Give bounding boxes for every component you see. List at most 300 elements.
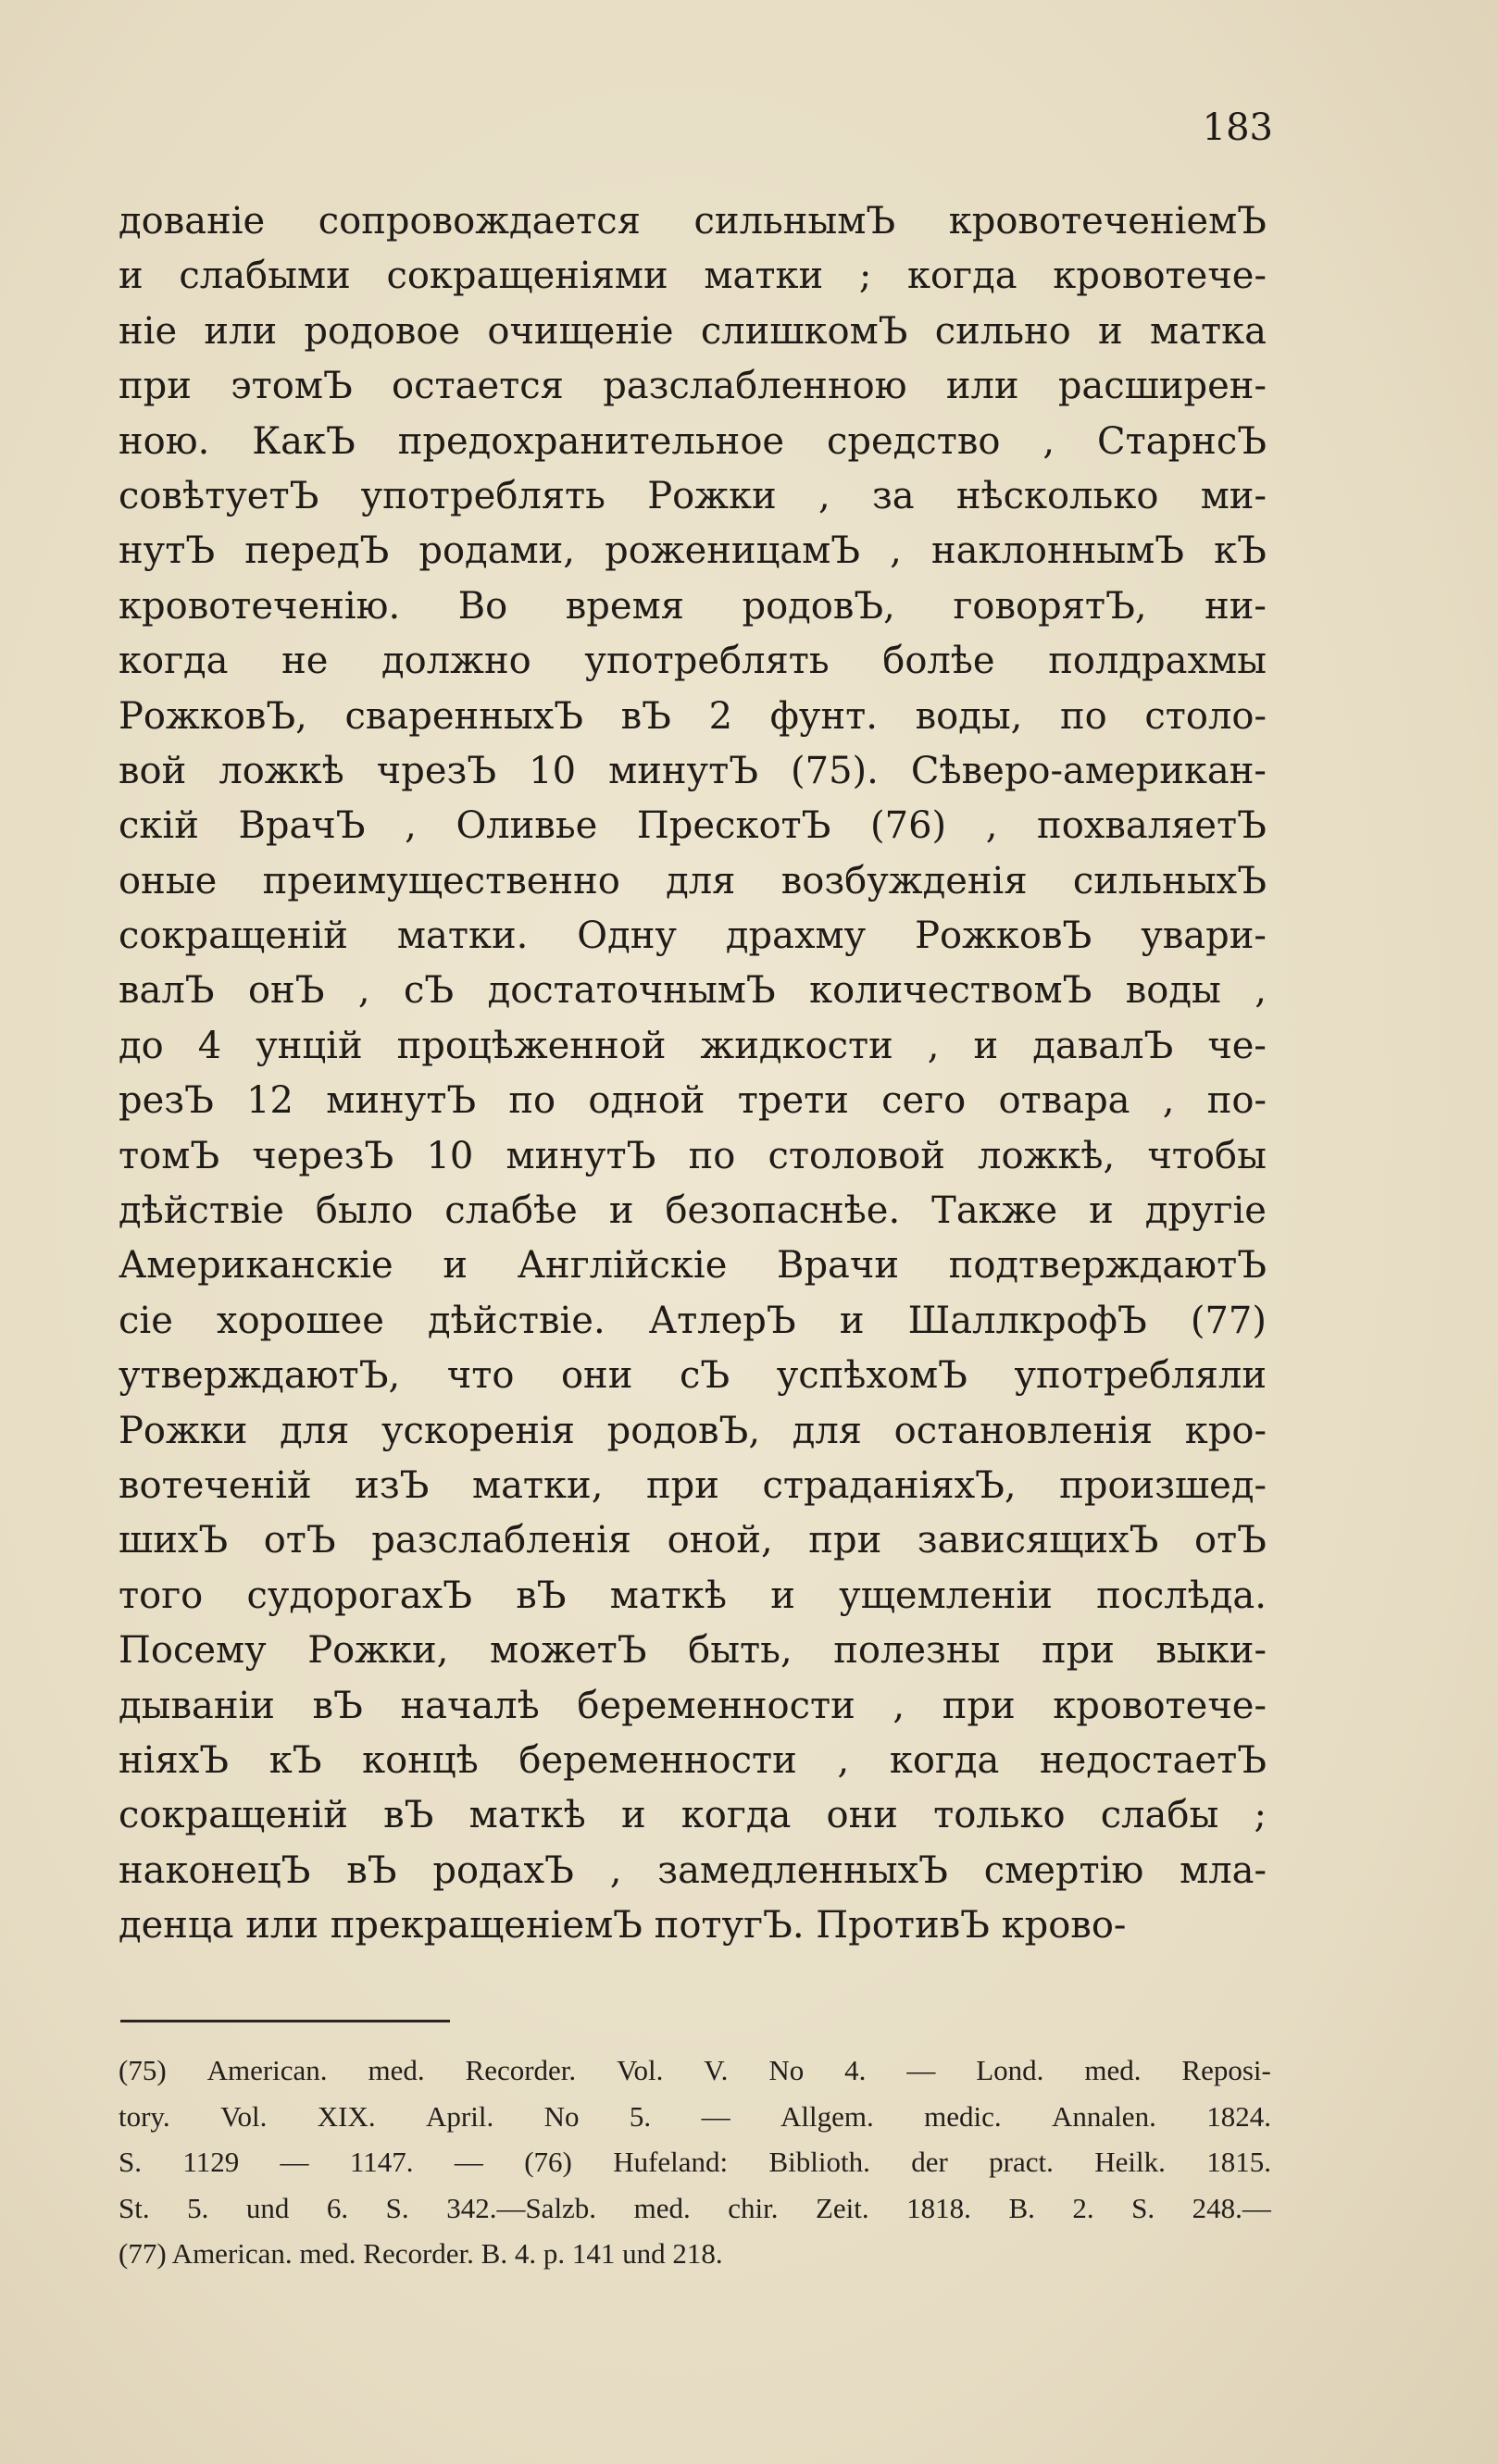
word: и [973, 1024, 999, 1067]
word: сильнымЪ [693, 200, 896, 243]
text-line [119, 1844, 1267, 1898]
word: произшед- [1059, 1463, 1267, 1507]
word: послѣда. [1096, 1574, 1267, 1617]
word: Reposi- [1181, 2054, 1271, 2086]
word: ніяхЪ [119, 1738, 230, 1782]
word: B. [1008, 2191, 1035, 2224]
word: разслабленія [371, 1519, 632, 1562]
word: по [1059, 694, 1107, 738]
word: матки. [396, 915, 529, 958]
word: , [357, 969, 370, 1013]
page-number: 183 [1202, 106, 1273, 149]
word: Англійскіе [517, 1244, 728, 1288]
word: und [245, 2191, 290, 2224]
word: дѣйствіе [119, 1189, 284, 1233]
word: , [1255, 969, 1267, 1013]
word: хорошее [217, 1299, 384, 1342]
word: вой [119, 749, 187, 792]
word: изЪ [355, 1463, 430, 1507]
word: минутЪ [506, 1134, 656, 1177]
word: беременности [518, 1738, 797, 1782]
word: 4. [844, 2054, 867, 2086]
word: сокращеній [119, 915, 348, 958]
word: 4 [197, 1024, 222, 1067]
word: 2 [708, 694, 733, 738]
word: сіе [119, 1299, 173, 1342]
word: родовЪ, [742, 584, 895, 628]
word: или [945, 365, 1019, 408]
word: (76) [524, 2146, 572, 2178]
word: увари- [1141, 915, 1267, 958]
word: при [119, 365, 192, 408]
word: и [620, 1794, 646, 1837]
word: дываніи [119, 1684, 275, 1727]
word: , [1042, 419, 1055, 463]
word: April. [426, 2099, 494, 2133]
word: Vol. [617, 2054, 664, 2086]
text-line [119, 415, 1267, 469]
word: (75) [119, 2054, 167, 2086]
word: когда [889, 1738, 1000, 1782]
word: Heilk. [1094, 2146, 1166, 2178]
word: Annalen. [1052, 2099, 1156, 2133]
word: подтверждаютЪ [948, 1244, 1267, 1288]
word: слабѣе [444, 1189, 578, 1233]
word: 10 [529, 749, 577, 792]
word: достаточнымЪ [487, 969, 776, 1013]
word: драхму [725, 915, 867, 958]
word: вЪ [620, 694, 671, 738]
word: предохранительное [397, 419, 785, 463]
word: быть, [688, 1629, 793, 1673]
word: Американскіе [119, 1244, 393, 1288]
word: 1129 [182, 2146, 240, 2178]
word: унцій [256, 1024, 363, 1067]
footnote-line [119, 2139, 1271, 2185]
text-line [119, 1294, 1267, 1349]
word: кЪ [1214, 529, 1267, 573]
word: родами, [418, 529, 575, 573]
word: можетЪ [489, 1629, 647, 1673]
word: Zeit. [815, 2191, 869, 2224]
word: дованіе [119, 200, 266, 243]
word: ною. [119, 419, 210, 463]
word: сЪ [679, 1354, 730, 1398]
word: 1147. [349, 2146, 414, 2178]
word: , [890, 529, 902, 573]
word: роженицамЪ [605, 529, 861, 573]
text-line [119, 524, 1267, 579]
word: — [906, 2054, 936, 2086]
word: полдрахмы [1048, 640, 1267, 683]
text-line [119, 1734, 1267, 1788]
word: 1815. [1206, 2146, 1271, 2178]
word: при [1041, 1629, 1115, 1673]
text-line [119, 1459, 1267, 1513]
word: вЪ [516, 1574, 567, 1617]
word: и [1098, 309, 1123, 353]
word: Одну [577, 915, 677, 958]
word: кровотеченіемЪ [948, 200, 1267, 243]
word: сваренныхЪ [344, 694, 584, 738]
word: началѣ [400, 1684, 540, 1727]
text-line [119, 1019, 1267, 1074]
word: наконецЪ [119, 1848, 311, 1892]
word: они [560, 1354, 633, 1398]
text-line [119, 194, 1267, 249]
word: одной [588, 1079, 705, 1123]
text-line [119, 579, 1267, 634]
word: матка [1149, 309, 1267, 353]
word: томЪ [119, 1134, 220, 1177]
word: минутЪ [608, 749, 758, 792]
word: кровотеченію. [119, 584, 401, 628]
word: chir. [728, 2191, 779, 2224]
word: ВрачЪ [238, 804, 366, 848]
text-line [119, 1624, 1267, 1678]
word: того [119, 1574, 204, 1617]
footnotes [119, 2047, 1271, 2277]
word: родовое [304, 309, 461, 353]
word: сильно [934, 309, 1071, 353]
word: мла- [1180, 1848, 1267, 1892]
word: кровотече- [1053, 1684, 1267, 1727]
word: отвара [998, 1079, 1130, 1123]
word: возбужденія [780, 859, 1028, 902]
word: ПрескотЪ [636, 804, 831, 848]
word: полезны [833, 1629, 1001, 1673]
word: ніе [119, 309, 178, 353]
word: кЪ [268, 1738, 322, 1782]
word: остановленія [893, 1409, 1154, 1452]
word: черезЪ [252, 1134, 394, 1177]
word: вЪ [312, 1684, 363, 1727]
word: судорогахЪ [246, 1574, 472, 1617]
word: они [826, 1794, 898, 1837]
word: для [792, 1409, 862, 1452]
word: СтарнсЪ [1096, 419, 1267, 463]
text-line [119, 1129, 1267, 1184]
word: по [508, 1079, 556, 1123]
word: ложкѣ [218, 749, 344, 792]
word: medic. [924, 2099, 1002, 2133]
word: РожковЪ [915, 915, 1092, 958]
footnote-line [119, 2094, 1271, 2140]
text-line [119, 1679, 1267, 1734]
text-line [119, 634, 1267, 689]
word: med. [633, 2191, 691, 2224]
word: ми- [1200, 474, 1267, 517]
word: оные [119, 859, 218, 902]
word: Также [931, 1189, 1058, 1233]
word: скій [119, 804, 199, 848]
word: No [768, 2054, 805, 2086]
text-line [119, 249, 1267, 304]
word: отЪ [1193, 1519, 1267, 1562]
word: Рожки [647, 474, 777, 517]
word: ущемленіи [839, 1574, 1053, 1617]
word: другіе [1144, 1189, 1267, 1233]
word: по [688, 1134, 736, 1177]
word: совѣтуетЪ [119, 474, 319, 517]
word: употребляли [1014, 1354, 1267, 1398]
word: , [837, 1738, 850, 1782]
word: маткѣ [609, 1574, 727, 1617]
word: нутЪ [119, 529, 216, 573]
word: и [119, 255, 144, 298]
text-line [119, 1074, 1267, 1128]
text-line [119, 1788, 1267, 1843]
text-line [119, 359, 1267, 414]
text-line [119, 1238, 1267, 1293]
word: не [281, 640, 329, 683]
word: трети [737, 1079, 849, 1123]
word: , [405, 804, 417, 848]
word: med. [1084, 2054, 1142, 2086]
word: дѣйствіе. [428, 1299, 605, 1342]
word: 5. [187, 2191, 209, 2224]
word: оной, [667, 1519, 773, 1562]
word: страданіяхЪ, [762, 1463, 1017, 1507]
word: Посему [119, 1629, 267, 1673]
word: при [645, 1463, 719, 1507]
text-line [119, 1349, 1267, 1403]
word: для [666, 859, 736, 902]
word: der [911, 2146, 948, 2178]
word: безопаснѣе. [665, 1189, 901, 1233]
word: Vol. [220, 2099, 268, 2133]
text-line [119, 1569, 1267, 1624]
word: только [933, 1794, 1066, 1837]
word: болѣе [882, 640, 995, 683]
word: когда [119, 640, 229, 683]
text-line [119, 854, 1267, 909]
word: похваляетЪ [1037, 804, 1267, 848]
word: слишкомЪ [700, 309, 908, 353]
word: утверждаютЪ, [119, 1354, 401, 1398]
word: вотеченій [119, 1463, 312, 1507]
word: смертію [983, 1848, 1144, 1892]
word: РожковЪ, [119, 694, 307, 738]
word: когда [907, 255, 1017, 298]
word: слабы [1100, 1794, 1219, 1837]
word: сего [881, 1079, 967, 1123]
text-line [119, 964, 1267, 1018]
word: при [808, 1519, 882, 1562]
word: столо- [1144, 694, 1267, 738]
word: S. [385, 2191, 409, 2224]
word: и [443, 1244, 468, 1288]
word: 1818. [906, 2191, 971, 2224]
word: при [942, 1684, 1016, 1727]
word: No [543, 2099, 580, 2133]
word: валЪ [119, 969, 215, 1013]
word: родовЪ, [606, 1409, 761, 1452]
word: сокращеній [119, 1794, 348, 1837]
word: отЪ [263, 1519, 336, 1562]
word: зависящихЪ [917, 1519, 1159, 1562]
word: недостаетЪ [1040, 1738, 1267, 1782]
word: замедленныхЪ [657, 1848, 948, 1892]
word: разслабленною [603, 365, 907, 408]
word: 10 [426, 1134, 474, 1177]
word: жидкости [700, 1024, 893, 1067]
word: сопровождается [318, 200, 641, 243]
footnote-line: (77) American. med. Recorder. B. 4. p. 141 und 218. [119, 2237, 723, 2270]
word: и [1089, 1189, 1114, 1233]
word: чтобы [1147, 1134, 1267, 1177]
word: сЪ [403, 969, 455, 1013]
word: , [609, 1848, 622, 1892]
word: и [770, 1574, 795, 1617]
word: для [280, 1409, 350, 1452]
word: маткѣ [468, 1794, 586, 1837]
word: матки, [471, 1463, 604, 1507]
word: наклоннымЪ [930, 529, 1185, 573]
word: Biblioth. [768, 2146, 870, 2178]
word: количествомЪ [809, 969, 1092, 1013]
footnote-line [119, 2047, 1271, 2094]
text-line [119, 1184, 1267, 1238]
word: АтлерЪ [648, 1299, 796, 1342]
word: и [608, 1189, 634, 1233]
word: ШаллкрофЪ [907, 1299, 1147, 1342]
word: когда [680, 1794, 792, 1837]
word: Во [457, 584, 508, 628]
word: воды [1125, 969, 1221, 1013]
word: St. [119, 2191, 150, 2224]
word: Lond. [976, 2054, 1044, 2086]
word: преимущественно [262, 859, 620, 902]
word: ни- [1205, 584, 1267, 628]
word: Рожки [119, 1409, 248, 1452]
word: 342.—Salzb. [446, 2191, 597, 2224]
word: Врачи [777, 1244, 899, 1288]
word: сокращеніями [386, 255, 668, 298]
word: (75). [791, 749, 879, 792]
word: (77) [1190, 1299, 1267, 1342]
word: минутЪ [326, 1079, 477, 1123]
word: или [204, 309, 278, 353]
word: , [927, 1024, 940, 1067]
word: матки [704, 255, 824, 298]
word: (76) [870, 804, 947, 848]
word: 6. [326, 2191, 349, 2224]
word: употреблять [360, 474, 605, 517]
word: за [871, 474, 915, 517]
word: — [454, 2146, 483, 2178]
word: Сѣверо-американ- [910, 749, 1267, 792]
text-line [119, 799, 1267, 853]
word: онЪ [247, 969, 325, 1013]
word: расширен- [1057, 365, 1267, 408]
text-line [119, 909, 1267, 964]
word: tory. [119, 2099, 170, 2133]
text-line [119, 305, 1267, 359]
word: 1824. [1206, 2099, 1271, 2133]
text-line [119, 1404, 1267, 1459]
word: American. [206, 2054, 328, 2086]
word: сильныхЪ [1072, 859, 1267, 902]
word: время [565, 584, 684, 628]
word: столовой [768, 1134, 945, 1177]
word: Оливье [456, 804, 598, 848]
word: давалЪ [1032, 1024, 1174, 1067]
word: процѣженной [396, 1024, 667, 1067]
word: концѣ [362, 1738, 479, 1782]
word: говорятЪ, [953, 584, 1147, 628]
word: очищеніе [487, 309, 674, 353]
word: , [893, 1684, 905, 1727]
word: и [839, 1299, 865, 1342]
word: кровотече- [1053, 255, 1267, 298]
word: Рожки, [307, 1629, 449, 1673]
word: передЪ [244, 529, 390, 573]
text-line [119, 469, 1267, 524]
footnote-line [119, 2185, 1271, 2232]
word: , [985, 804, 998, 848]
word: КакЪ [252, 419, 356, 463]
word: беременности [577, 1684, 855, 1727]
text-line: денца или прекращеніемЪ потугЪ. ПротивЪ крово- [119, 1904, 1127, 1948]
word: средство [826, 419, 1001, 463]
word: нѣсколько [955, 474, 1159, 517]
main-text [119, 194, 1267, 1954]
word: употреблять [584, 640, 830, 683]
word: родахЪ [432, 1848, 574, 1892]
word: , [818, 474, 830, 517]
word: что [446, 1354, 515, 1398]
word: выки- [1155, 1629, 1267, 1673]
word: 2. [1072, 2191, 1094, 2224]
footnote-divider [120, 2020, 450, 2022]
word: Recorder. [465, 2054, 577, 2086]
word: кро- [1184, 1409, 1267, 1452]
word: до [119, 1024, 164, 1067]
word: по- [1206, 1079, 1267, 1123]
word: Hufeland: [613, 2146, 729, 2178]
word: было [315, 1189, 414, 1233]
word: чрезЪ [376, 749, 497, 792]
word: 5. [629, 2099, 652, 2133]
word: слабыми [179, 255, 351, 298]
word: фунт. [769, 694, 878, 738]
word: , [1162, 1079, 1175, 1123]
word: pract. [989, 2146, 1054, 2178]
word: успѣхомЪ [776, 1354, 967, 1398]
word: 12 [246, 1079, 294, 1123]
word: med. [368, 2054, 425, 2086]
word: — [701, 2099, 730, 2133]
word: воды, [915, 694, 1023, 738]
word: вЪ [383, 1794, 434, 1837]
word: V. [704, 2054, 729, 2086]
word: этомЪ [231, 365, 353, 408]
word: резЪ [119, 1079, 214, 1123]
text-line [119, 690, 1267, 744]
word: шихЪ [119, 1519, 229, 1562]
text-line [119, 744, 1267, 799]
word: ; [1254, 1794, 1267, 1837]
word: должно [381, 640, 531, 683]
word: — [280, 2146, 309, 2178]
word: XIX. [317, 2099, 376, 2133]
word: S. [119, 2146, 142, 2178]
word: Allgem. [780, 2099, 874, 2133]
word: ложкѣ, [978, 1134, 1116, 1177]
word: ; [858, 255, 872, 298]
word: вЪ [346, 1848, 397, 1892]
